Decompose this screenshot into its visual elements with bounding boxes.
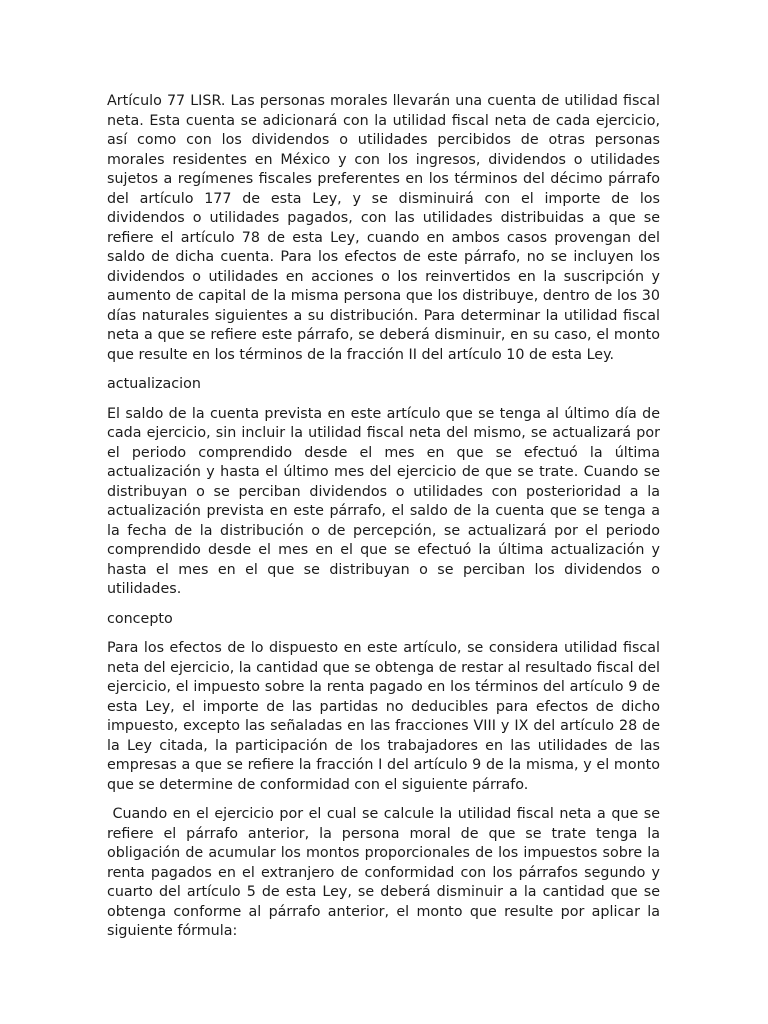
article-77-paragraph: Artículo 77 LISR. Las personas morales llevarán una cuenta de utilidad fiscal neta. Esta cuenta se adicionará con la utilidad fiscal neta de cada ejercicio, así como con los dividendos o utilidades percibidos de otras personas morales residentes en México y con los ingresos, dividendos o utilidades sujetos a regímenes fiscales preferentes en los términos del décimo párrafo del artículo 177 de esta Ley, y se disminuirá con el importe de los dividendos o utilidades pagados, con las utilidades distribuidas a que se refiere el artículo 78 de esta Ley, cuando en ambos casos provengan del saldo de dicha cuenta. Para los efectos de este párrafo, no se incluyen los dividendos o utilidades en acciones o los reinvertidos en la suscripción y aumento de capital de la misma persona que los distribuye, dentro de los 30 días naturales siguientes a su distribución. Para determinar la utilidad fiscal neta a que se refiere este párrafo, se deberá disminuir, en su caso, el monto que resulte en los términos de la fracción II del artículo 10 de esta Ley.	[107, 93, 660, 363]
cuando-paragraph: Cuando en el ejercicio por el cual se calcule la utilidad fiscal neta a que se refiere el párrafo anterior, la persona moral de que se trate tenga la obligación de acumular los montos proporcionales de los impuestos sobre la renta pagados en el extranjero de conformidad con los párrafos segundo y cuarto del artículo 5 de esta Ley, se deberá disminuir a la cantidad que se obtenga conforme al párrafo anterior, el monto que resulte por aplicar la siguiente fórmula:	[107, 806, 665, 939]
document-page	[107, 92, 665, 942]
saldo-paragraph: El saldo de la cuenta prevista en este artículo que se tenga al último día de cada ejercicio, sin incluir la utilidad fiscal neta del mismo, se actualizará por el periodo comprendido desde el mes en que se efectuó la última actualización y hasta el último mes del ejercicio de que se trate. Cuando se distribuyan o se perciban dividendos o utilidades con posterioridad a la actualización prevista en este párrafo, el saldo de la cuenta que se tenga a la fecha de la distribución o de percepción, se actualizará por el periodo comprendido desde el mes en el que se efectuó la última actualización y hasta el mes en el que se distribuyan o se perciban los dividendos o utilidades.	[107, 405, 660, 597]
heading-concepto: concepto	[107, 610, 173, 627]
heading-actualizacion: actualizacion	[107, 376, 201, 392]
efectos-paragraph: Para los efectos de lo dispuesto en este artículo, se considera utilidad fiscal neta del ejercicio, la cantidad que se obtenga de restar al resultado fiscal del ejercicio, el impuesto sobre la renta pagado en los términos del artículo 9 de esta Ley, el importe de las partidas no deducibles para efectos de dicho impuesto, excepto las señaladas en las fracciones VIII y IX del artículo 28 de la Ley citada, la participación de los trabajadores en las utilidades de las empresas a que se refiere la fracción I del artículo 9 de la misma, y el monto que se determine de conformidad con el siguiente párrafo.	[107, 640, 661, 793]
